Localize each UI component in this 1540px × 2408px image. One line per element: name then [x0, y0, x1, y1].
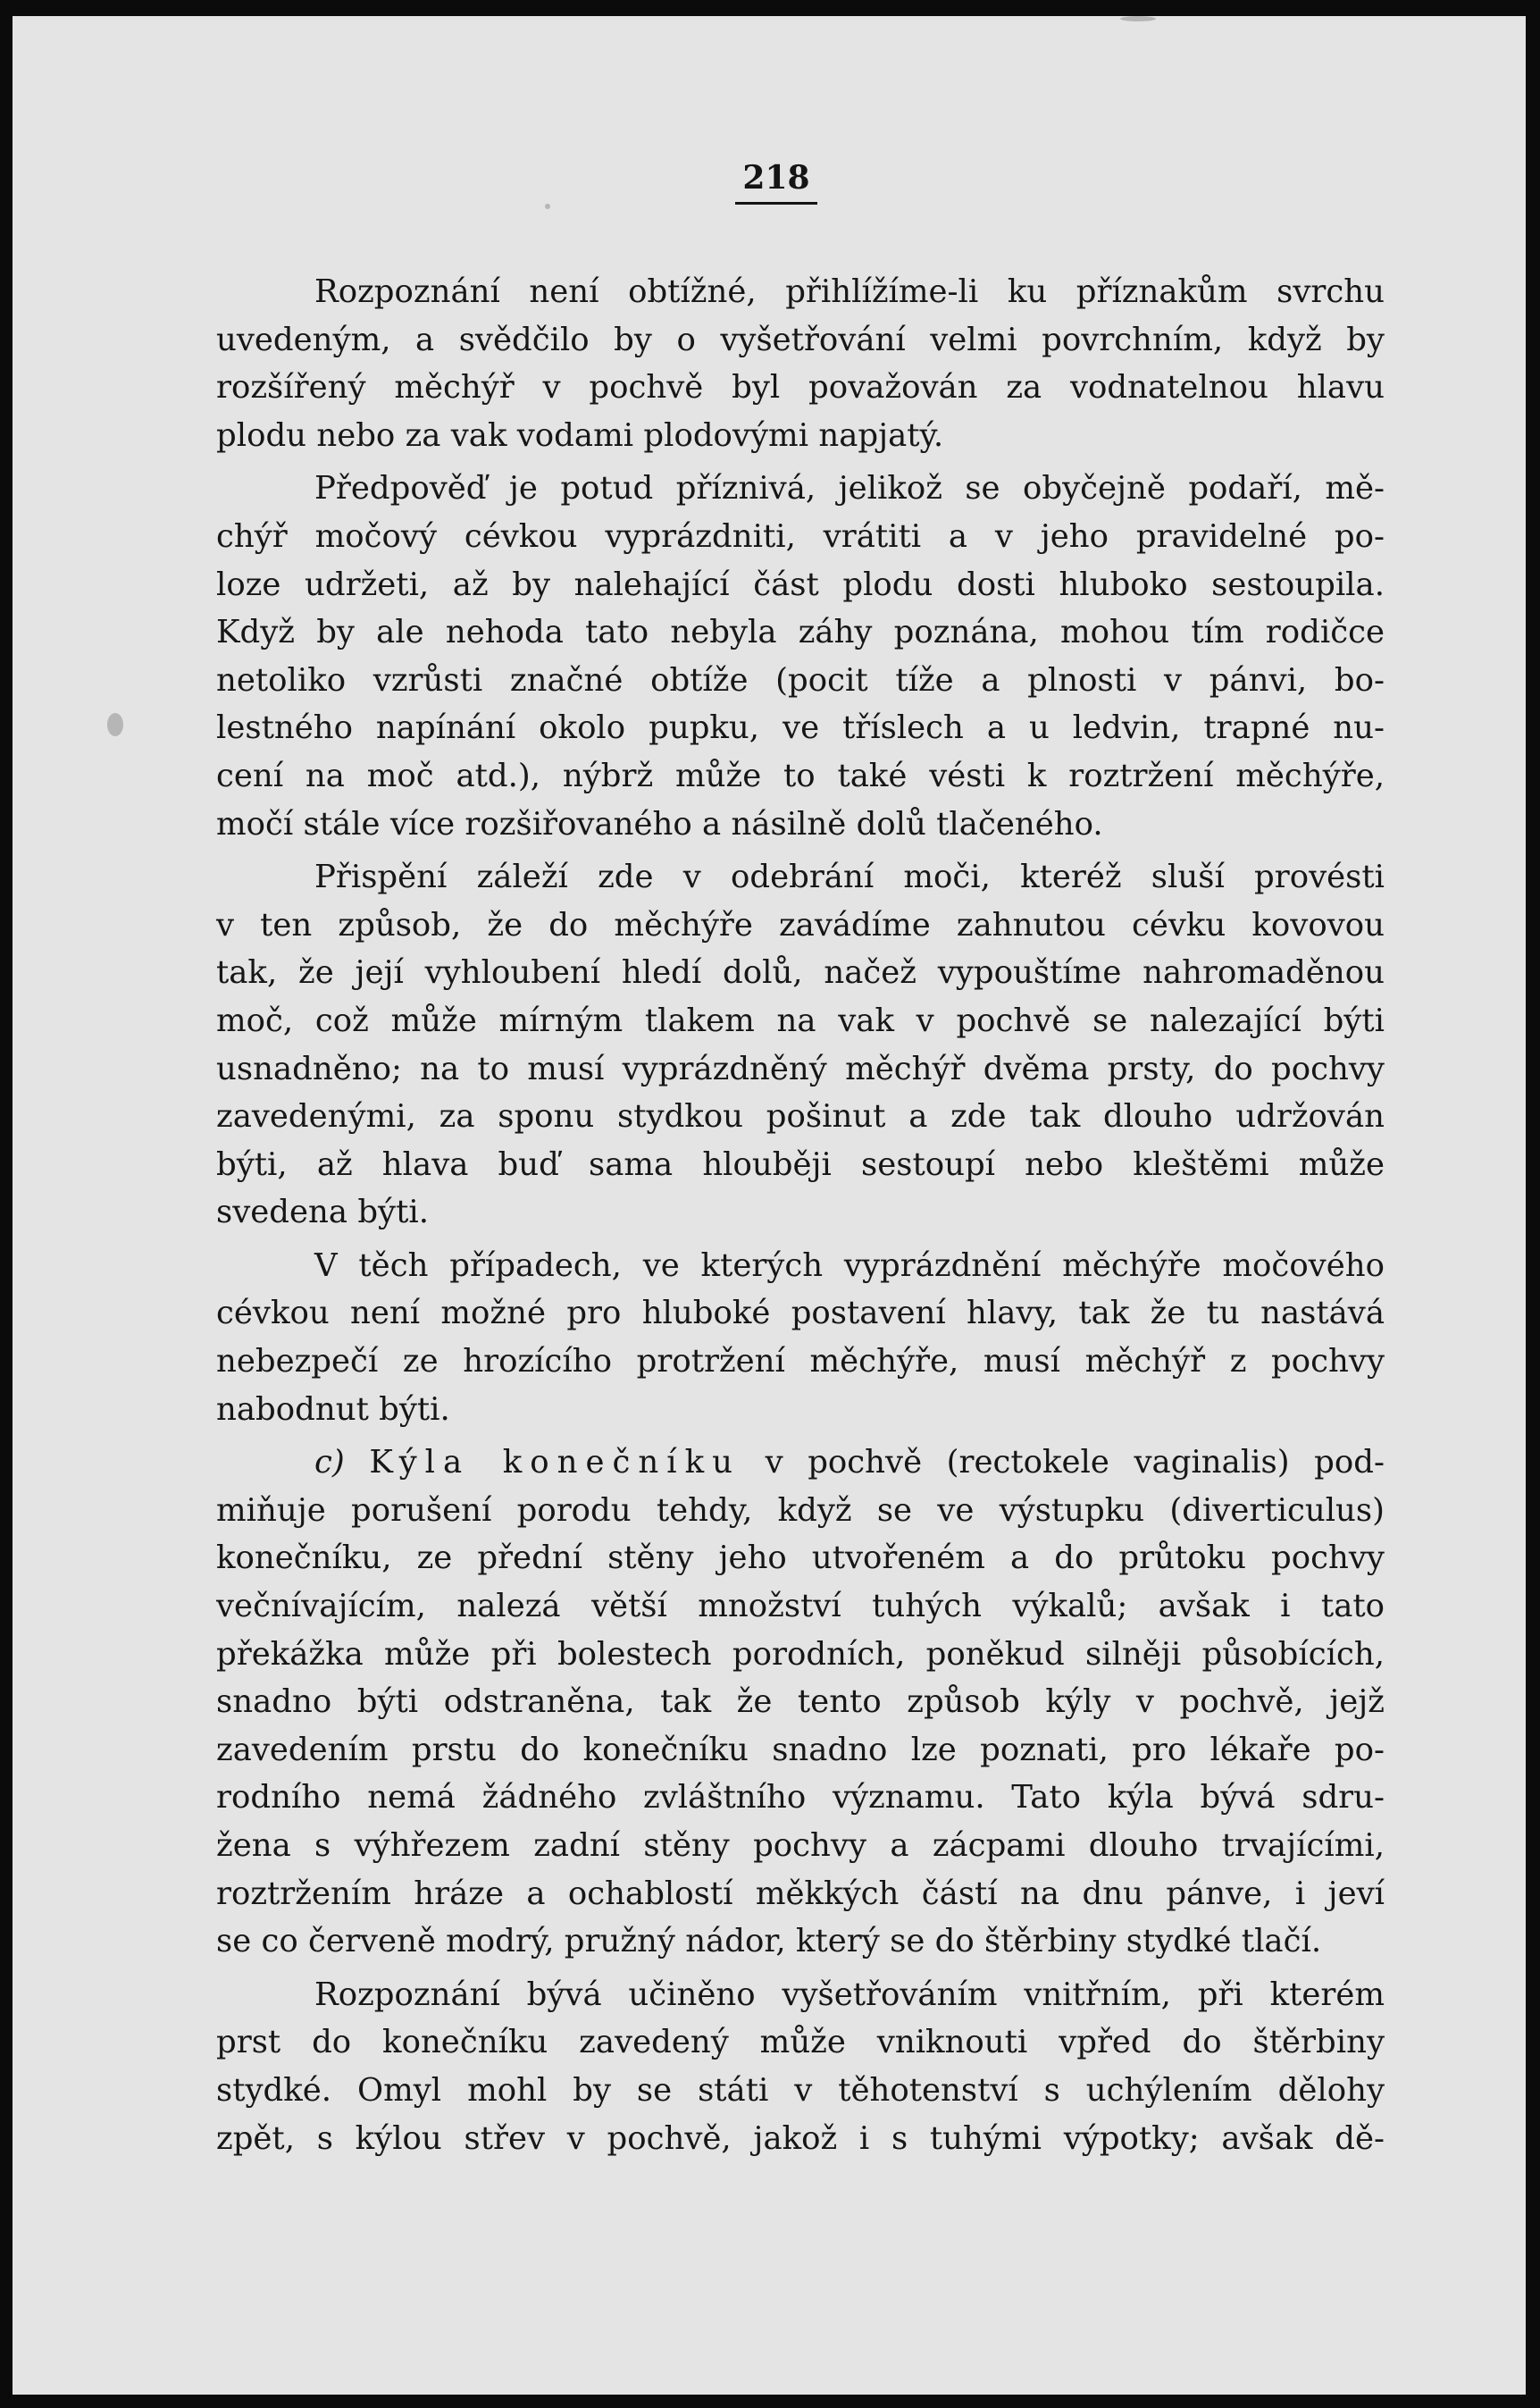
scan-speck: [1120, 16, 1156, 21]
text-line: zavedením prstu do konečníku snadno lze poznati, pro lékaře po-: [216, 1731, 1385, 1768]
text-line: cení na moč atd.), nýbrž může to také vésti k roztržení měchýře,: [216, 757, 1385, 794]
text-line: zavedenými, za sponu stydkou pošinut a zde tak dlouho udržován: [216, 1098, 1385, 1136]
paragraph: [216, 853, 1385, 1237]
text-line: Rozpoznání není obtížné, přihlížíme-li ku příznakům svrchu: [314, 273, 1385, 310]
text-line: lestného napínání okolo pupku, ve tříslech a u ledvin, trapné nu-: [216, 709, 1385, 747]
text-line: V těch případech, ve kterých vyprázdnění měchýře močového: [314, 1246, 1385, 1284]
text-line: Rozpoznání bývá učiněno vyšetřováním vnitřním, při kterém: [314, 1976, 1385, 2013]
paragraph: [216, 1971, 1385, 2162]
text-line: uvedeným, a svědčilo by o vyšetřování velmi povrchním, když by: [216, 321, 1385, 358]
text-line: se co červeně modrý, pružný nádor, který se do štěrbiny stydké tlačí.: [216, 1923, 1322, 1960]
paragraph-section-c: [216, 1439, 1385, 1966]
section-term: Kýla konečníku: [369, 1444, 741, 1481]
paragraph: [216, 268, 1385, 459]
text-line: tak, že její vyhloubení hledí dolů, načež vypouštíme nahromaděnou: [216, 954, 1385, 992]
section-heading-line: [216, 1439, 1385, 1487]
text-line: rozšířený měchýř v pochvě byl považován za vodnatelnou hlavu: [216, 369, 1385, 407]
text-line: cévkou není možné pro hluboké postavení hlavy, tak že tu nastává: [216, 1295, 1385, 1332]
paragraph: [216, 1242, 1385, 1433]
text-line: plodu nebo za vak vodami plodovými napjatý.: [216, 416, 944, 454]
text-line: rodního nemá žádného zvláštního významu. Tato kýla bývá sdru-: [216, 1779, 1385, 1816]
text-line: prst do konečníku zavedený může vniknouti vpřed do štěrbiny: [216, 2024, 1385, 2061]
text-line: býti, až hlava buď sama hlouběji sestoupí nebo kleštěmi může: [216, 1145, 1385, 1183]
text-line: usnadněno; na to musí vyprázdněný měchýř dvěma prsty, do pochvy: [216, 1050, 1385, 1087]
body-text: [216, 268, 1385, 2162]
text-line: konečníku, ze přední stěny jeho utvořeném a do průtoku pochvy: [216, 1540, 1385, 1577]
text-line: svedena býti.: [216, 1194, 430, 1231]
text-line: zpět, s kýlou střev v pochvě, jakož i s tuhými výpotky; avšak dě-: [216, 2119, 1385, 2157]
text-line: v ten způsob, že do měchýře zavádíme zahnutou cévku kovovou: [216, 906, 1385, 944]
text-line: loze udržeti, až by nalehající část plodu dosti hluboko sestoupila.: [216, 566, 1385, 603]
text-line: žena s výhřezem zadní stěny pochvy a zácpami dlouho trvajícími,: [216, 1827, 1385, 1864]
paragraph: [216, 465, 1385, 848]
section-label: c): [314, 1444, 345, 1481]
text-line: večnívajícím, nalezá větší množství tuhých výkalů; avšak i tato: [216, 1588, 1385, 1625]
text-line: netoliko vzrůsti značné obtíže (pocit tíže a plnosti v pánvi, bo-: [216, 661, 1385, 699]
page-number: 218: [13, 159, 1526, 205]
text-line: Předpověď je potud příznivá, jelikož se obyčejně podaří, mě-: [314, 470, 1385, 508]
text-line: překážka může při bolestech porodních, poněkud silněji působících,: [216, 1635, 1385, 1673]
text-line: nabodnut býti.: [216, 1390, 450, 1428]
text-line: Přispění záleží zde v odebrání moči, kteréž sluší provésti: [314, 859, 1385, 896]
text-line: moč, což může mírným tlakem na vak v pochvě se nalezající býti: [216, 1002, 1385, 1039]
text-line: nebezpečí ze hrozícího protržení měchýře, musí měchýř z pochvy: [216, 1343, 1385, 1380]
text-line: stydké. Omyl mohl by se státi v těhotenství s uchýlením dělohy: [216, 2071, 1385, 2109]
scan-speck: [545, 204, 550, 209]
book-page: [13, 16, 1526, 2395]
text-line: snadno býti odstraněna, tak že tento způsob kýly v pochvě, jejž: [216, 1683, 1385, 1721]
text-line: Když by ale nehoda tato nebyla záhy poznána, mohou tím rodičce: [216, 614, 1385, 651]
text-line: močí stále více rozšiřovaného a násilně dolů tlačeného.: [216, 805, 1103, 843]
scan-speck: [107, 713, 123, 736]
text-line: roztržením hráze a ochablostí měkkých částí na dnu pánve, i jeví: [216, 1875, 1385, 1912]
text-line: chýř močový cévkou vyprázdniti, vrátiti a v jeho pravidelné po-: [216, 517, 1385, 555]
text-line: miňuje porušení porodu tehdy, když se ve výstupku (diverticulus): [216, 1491, 1385, 1529]
section-heading-rest: v pochvě (rectokele vaginalis) pod-: [765, 1444, 1385, 1481]
